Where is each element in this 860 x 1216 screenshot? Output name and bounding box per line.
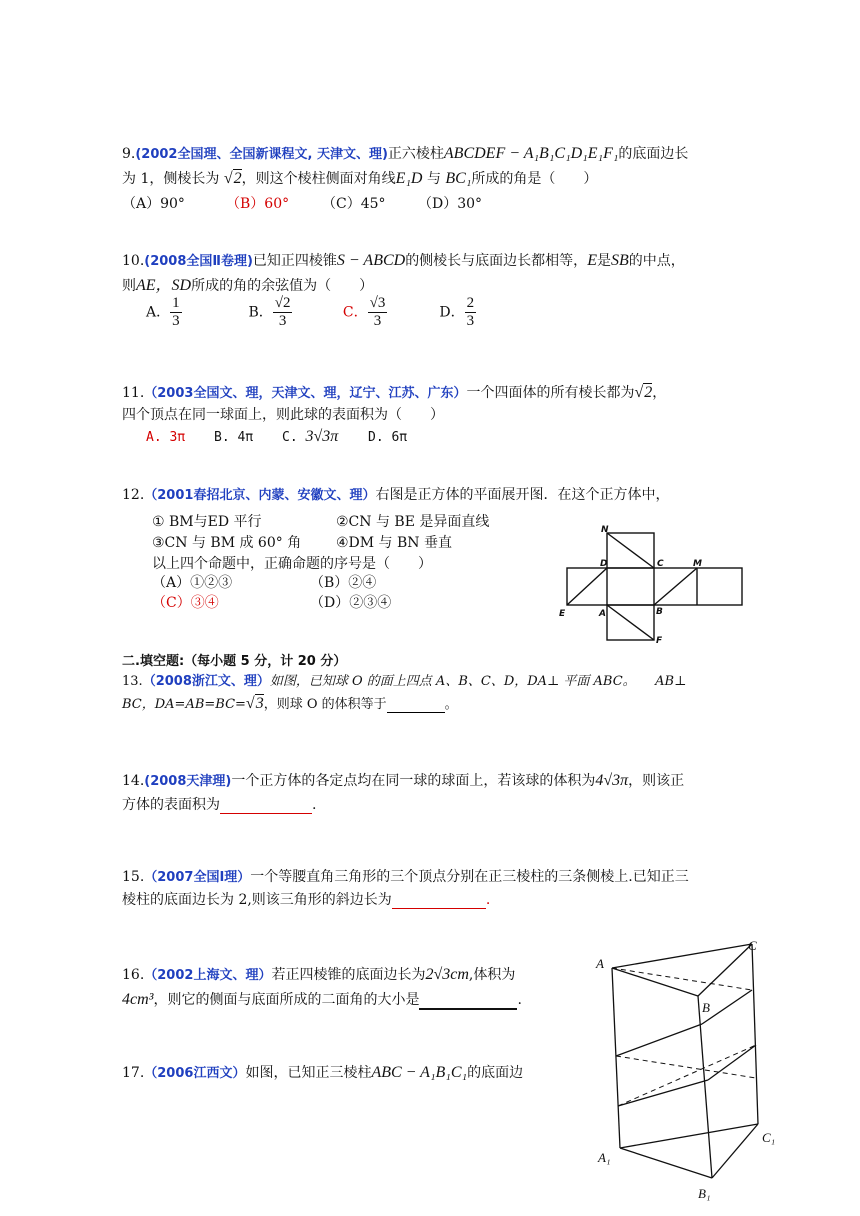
label-m: M	[693, 559, 702, 569]
q12-source: （2001春招北京、内蒙、安徽文、理）	[144, 488, 376, 503]
label-c-top: C	[748, 938, 757, 953]
q16-source: （2002上海文、理）	[144, 968, 272, 983]
q13-answer-blank[interactable]	[387, 697, 445, 713]
q9-option-b: （B）60°	[226, 196, 290, 212]
q12-option-b: （B）②④	[310, 575, 377, 591]
q11-options	[146, 428, 407, 446]
q9-source: (2002全国理、全国新课程文, 天津文、理)	[135, 147, 388, 162]
q11-option-d: D. 6π	[368, 430, 408, 445]
label-c1: C₁	[762, 1130, 776, 1145]
label-a: A	[599, 609, 606, 619]
q12-option-c: （C）③④	[152, 595, 219, 611]
q13-line2: BC，DA=AB=BC=√3，则球 O 的体积等于 。	[122, 695, 458, 712]
q10-option-d: D． $\frac{2}{3}$	[439, 295, 475, 329]
label-c: C	[657, 559, 664, 569]
q12-option-d: （D）②③④	[310, 595, 392, 611]
q14-line2: 方体的表面积为 .	[122, 797, 317, 813]
q17-source: （2006江西文）	[144, 1066, 246, 1081]
q10-option-a: A． $\frac{1}{3}$	[146, 295, 180, 329]
q11-option-a: A. 3π	[146, 430, 186, 445]
label-b: B	[656, 607, 663, 617]
q16-answer-blank[interactable]	[419, 992, 517, 1010]
q15-answer-blank[interactable]	[392, 892, 486, 909]
q11-source: （2003全国文、理，天津文、理，辽宁、江苏、广东）	[144, 386, 467, 401]
q10-line2: 则AE，SD所成的角的余弦值为（ ）	[122, 277, 374, 294]
q10-option-c: C． $\frac{√3}{3}$	[342, 295, 386, 329]
prism-figure	[590, 930, 790, 1210]
q11-line1: 11.（2003全国文、理，天津文、理，辽宁、江苏、广东）一个四面体的所有棱长都为√2，	[122, 384, 667, 401]
q12-question-line: 以上四个命题中，正确命题的序号是（ ）	[152, 556, 432, 572]
q9-option-c: （C）45°	[322, 196, 386, 212]
label-f: F	[656, 636, 663, 646]
q10-source: (2008全国Ⅱ卷理)	[144, 254, 253, 269]
q15-line2: 棱柱的底面边长为 2,则该三角形的斜边长为 .	[122, 892, 491, 908]
q17-line1: 17.（2006江西文）如图，已知正三棱柱ABC − A₁B₁C₁的底面边	[122, 1064, 524, 1081]
q12-prop-1: ① BM与ED 平行	[152, 514, 262, 530]
q10-line1: 10.(2008全国Ⅱ卷理)已知正四棱锥S − ABCD的侧棱长与底面边长都相等，E是SB的中点，	[122, 252, 685, 269]
cube-net-figure	[552, 520, 752, 650]
q15-source: （2007全国Ⅰ理）	[144, 870, 251, 885]
q9-options	[122, 193, 482, 213]
q13-source: （2008浙江文、理）	[142, 674, 270, 689]
label-b-top: B	[702, 1000, 710, 1015]
label-n: N	[601, 525, 609, 535]
q11-option-c: C. 3√3π	[282, 428, 339, 445]
label-a1: A₁	[598, 1150, 611, 1165]
q14-line1: 14.(2008天津理)一个正方体的各定点均在同一球的球面上，若该球的体积为4√3π，则该正	[122, 772, 685, 789]
q10-option-b: B． $\frac{√2}{3}$	[248, 295, 291, 329]
label-a-top: A	[596, 956, 604, 971]
q12-option-a: （A）①②③	[152, 575, 233, 591]
q16-line2: 4cm³，则它的侧面与底面所成的二面角的大小是 .	[122, 991, 522, 1008]
q16-line1: 16.（2002上海文、理）若正四棱锥的底面边长为2√3cm,体积为	[122, 966, 516, 983]
q13-line1: 13.（2008浙江文、理）如图，已知球 O 的面上四点 A、B、C、D，DA⊥ 平面 ABC。 AB⊥	[122, 674, 687, 689]
section-heading: 二.填空题:（每小题 5 分，计 20 分）	[122, 654, 347, 669]
q12-prop-3: ③CN 与 BM 成 60° 角	[152, 535, 302, 551]
q9-option-d: （D）30°	[418, 196, 483, 212]
q15-line1: 15.（2007全国Ⅰ理）一个等腰直角三角形的三个顶点分别在正三棱柱的三条侧棱上.已知正三	[122, 869, 689, 885]
q9-option-a: （A）90°	[122, 196, 185, 212]
q9-sqrt2: √2	[223, 170, 242, 187]
q12-prop-2: ②CN 与 BE 是异面直线	[336, 514, 490, 530]
q9-line2: 为 1，侧棱长为 √2，则这个棱柱侧面对角线E₁D 与 BC₁所成的角是（ ）	[122, 170, 598, 187]
q12-line1: 12.（2001春招北京、内蒙、安徽文、理）右图是正方体的平面展开图．在这个正方体中，	[122, 487, 670, 503]
q12-prop-4: ④DM 与 BN 垂直	[336, 535, 452, 551]
q14-answer-blank[interactable]	[220, 797, 312, 814]
q9-line1: 9.(2002全国理、全国新课程文, 天津文、理)正六棱柱ABCDEF − A₁B₁C₁D₁E₁F₁的底面边长	[122, 145, 689, 162]
q11-option-b: B. 4π	[214, 430, 254, 445]
q11-line2: 四个顶点在同一球面上，则此球的表面积为（ ）	[122, 407, 444, 423]
q9-prism: ABCDEF − A₁B₁C₁D₁E₁F₁	[443, 145, 619, 162]
label-e: E	[559, 609, 566, 619]
label-d: D	[600, 559, 608, 569]
q14-source: (2008天津理)	[144, 774, 232, 789]
q10-options	[146, 295, 519, 330]
label-b1: B₁	[698, 1186, 711, 1201]
